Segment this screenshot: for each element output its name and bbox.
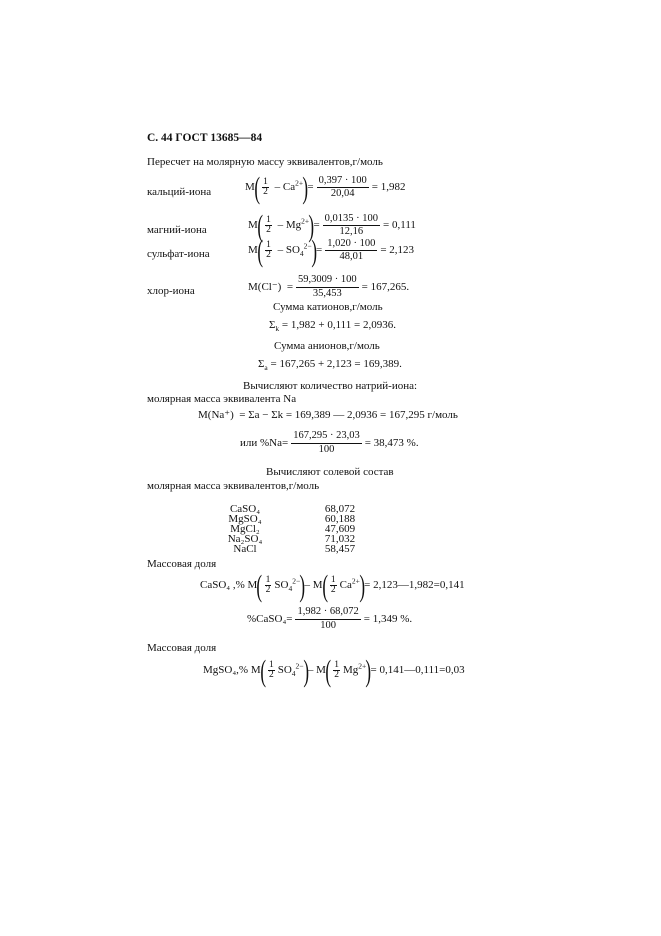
sulfate-fraction: $\frac{1,020 \cdot 100}{48,01}$ — [327, 237, 376, 263]
chloride-equation: M(Cl⁻) = $\frac{59,3009 \cdot 100}{35,453}$ = 167,265. — [248, 274, 410, 299]
chloride-fraction: $\frac{59,3009 \cdot 100}{35,453}$ — [298, 274, 357, 299]
sum-anions-title: Сумма анионов,г/моль — [274, 340, 380, 352]
sulfate-ion: – $SO_4^{2-}$ — [274, 241, 312, 259]
right-paren: ) — [299, 568, 306, 603]
left-paren: ( — [321, 568, 328, 603]
table-row — [180, 544, 370, 554]
sum-cations-title: Сумма катионов,г/моль — [273, 301, 383, 313]
right-paren: ) — [308, 208, 315, 243]
salt-name: MgCl₂ — [230, 523, 260, 535]
salt-value: 68,072 — [324, 503, 356, 515]
salt-name: MgSO₄ — [228, 513, 262, 525]
half-fraction: 1 2 — [265, 574, 271, 596]
left-paren: ( — [325, 653, 331, 688]
recalc-title: Пересчет на молярную массу эквивалентов,г/моль — [147, 156, 383, 168]
magnesium-result: = 0,111 — [383, 219, 416, 232]
magnesium-m: M — [248, 219, 258, 232]
magnesium-label: магний-иона — [147, 224, 207, 236]
sodium-percent-equation: или %Na= $\frac{167,295 \cdot 23,03}{100}$ = 38,473 %. — [240, 430, 419, 455]
magnesium-ion: – $Mg^{2+}$ — [274, 216, 310, 232]
right-paren: ) — [302, 653, 309, 688]
magnesium-fraction: $\frac{0,0135 \cdot 100}{12,16}$ — [324, 212, 379, 238]
left-paren: ( — [257, 208, 263, 243]
salt-value: 60,188 — [324, 513, 356, 525]
calcium-equation: M ( 1 2 – $Ca^{2+}$ ) = $\frac{0,397 \cdot 100}{20,04}$ = 1,982 — [245, 170, 406, 205]
calcium-result: = 1,982 — [371, 181, 406, 194]
calcium-fraction: $\frac{0,397 \cdot 100}{20,04}$ — [318, 174, 367, 200]
sulfate-equation: M ( 1 2 – $SO_4^{2-}$ ) = $\frac{1,020 \cdot 100}{48,01}$ = 2,123 — [248, 233, 415, 268]
sum-anions-equation: $\Sigma_a = 167,265 + 2,123 = 169,389$. — [258, 358, 402, 373]
salt-name: NaCl — [233, 543, 257, 555]
sulfate-m: M — [248, 244, 258, 257]
sulfate-label: сульфат-иона — [147, 248, 210, 260]
salt-value: 58,457 — [324, 543, 356, 555]
magnesium-equation: M ( 1 2 – $Mg^{2+}$ ) = $\frac{0,0135 \cdot 100}{12,16}$ = 0,111 — [248, 208, 416, 243]
half-fraction: 1 2 — [268, 659, 274, 681]
salt-subtitle: молярная масса эквивалентов,г/моль — [147, 480, 320, 492]
salt-value: 47,609 — [324, 523, 356, 535]
salt-value: 71,032 — [324, 533, 356, 545]
right-paren: ) — [302, 170, 309, 205]
right-paren: ) — [359, 568, 365, 603]
caso4-fraction: $\frac{1,982 \cdot 68,072}{100}$ — [297, 606, 359, 631]
half-fraction: 1 2 — [266, 239, 271, 261]
sulfate-result: = 2,123 — [380, 244, 415, 257]
mgso4-equation: MgSO₄,% M ( 1 2 $SO_4^{2-}$ ) – M ( 1 2 $Mg^{2+}$ ) = 0,141—0,111=0,03 — [203, 653, 465, 688]
half-fraction: 1 2 — [334, 659, 339, 681]
calcium-m: M — [245, 181, 255, 194]
sodium-fraction: $\frac{167,295 \cdot 23,03}{100}$ — [293, 430, 360, 455]
right-paren: ) — [365, 653, 372, 688]
half-fraction: 1 2 — [263, 176, 268, 198]
salt-name: Na₂SO₄ — [227, 533, 263, 545]
salt-table — [180, 504, 370, 554]
sodium-equation: M(Na⁺) = Σa − Σk = 169,389 — 2,0936 = 167,295 г/моль — [198, 409, 458, 421]
calcium-ion: – $Ca^{2+}$ — [271, 178, 304, 194]
caso4-equation: CaSO₄ ,% M ( 1 2 $SO_4^{2-}$ ) – M ( 1 2 $Ca^{2+}$ ) = 2,123—1,982=0,141 — [200, 568, 465, 603]
half-fraction: 1 2 — [266, 214, 271, 236]
sodium-subtitle: молярная масса эквивалента Na — [147, 393, 297, 405]
caso4-percent-equation: %CaSO₄= $\frac{1,982 \cdot 68,072}{100}$ = 1,349 %. — [247, 606, 413, 631]
salt-title: Вычисляют солевой состав — [266, 466, 394, 478]
chloride-result: = 167,265. — [361, 280, 410, 293]
calcium-label: кальций-иона — [147, 186, 212, 198]
mass-fraction-label-1: Массовая доля — [147, 558, 217, 570]
chloride-label: хлор-иона — [147, 285, 195, 297]
left-paren: ( — [257, 233, 263, 268]
left-paren: ( — [259, 653, 266, 688]
sum-cations-equation: $\Sigma_k = 1,982 + 0,111 = 2,0936$. — [269, 319, 396, 334]
sodium-title: Вычисляют количество натрий-иона: — [243, 380, 418, 392]
left-paren: ( — [254, 170, 260, 205]
mass-fraction-label-2: Массовая доля — [147, 642, 217, 654]
salt-name: CaSO₄ — [229, 503, 261, 515]
half-fraction: 1 2 — [330, 574, 336, 596]
page-header: С. 44 ГОСТ 13685—84 — [147, 132, 263, 144]
chloride-lhs: M(Cl⁻) — [248, 280, 282, 293]
left-paren: ( — [256, 568, 263, 603]
right-paren: ) — [310, 233, 317, 268]
